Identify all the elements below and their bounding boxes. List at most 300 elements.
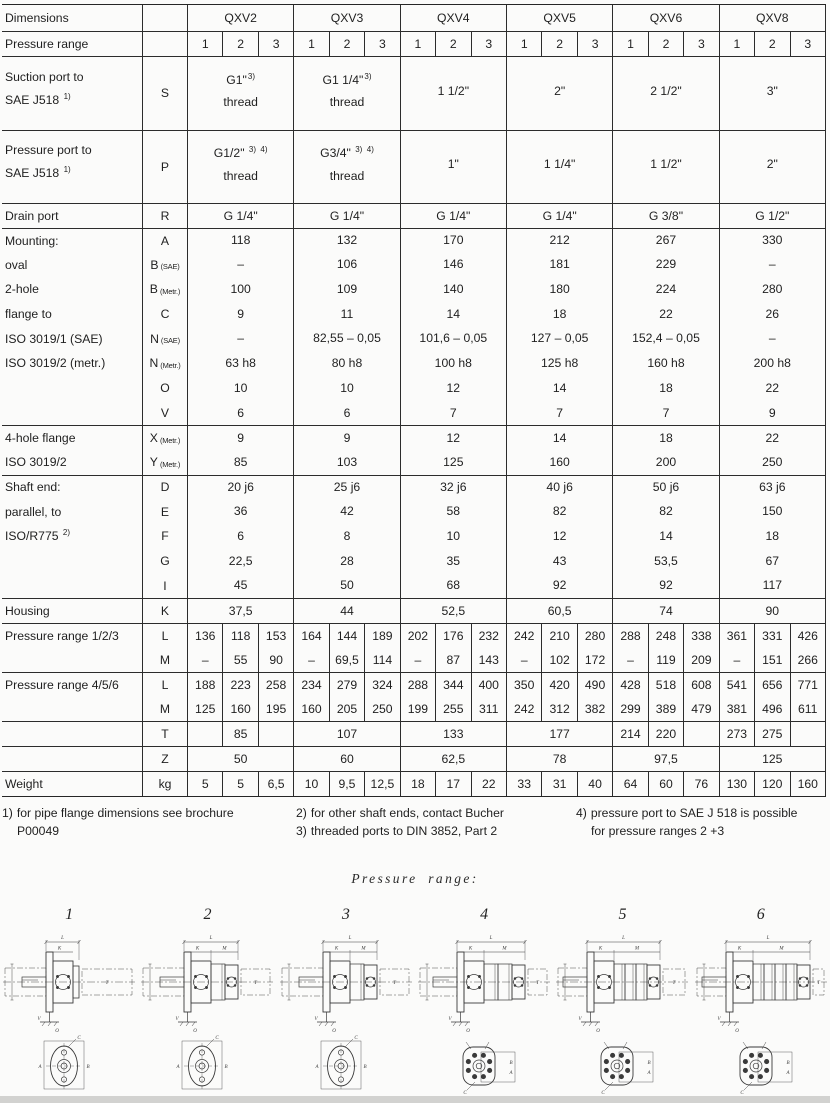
pressure-col-header: 1 [520, 37, 528, 51]
model-header: QXV5 [543, 10, 576, 25]
dimension-value: 232 [471, 624, 506, 648]
pressure-col-header: 3 [364, 32, 399, 56]
dimension-value: G3/4" $^{3)}$ $^{4)}$ thread [320, 145, 374, 183]
dimension-value: 250 [364, 697, 399, 722]
row-label [2, 722, 142, 746]
dimension-value: 12,5 [364, 772, 399, 796]
dimension-value: 258 [258, 673, 293, 697]
model-cell [612, 351, 718, 376]
model-cell [506, 131, 612, 204]
dimension-letter: C [142, 302, 188, 327]
model-cell [506, 476, 612, 500]
row-label [2, 697, 142, 722]
dimension-value: 130 [726, 776, 748, 791]
model-cell [188, 351, 293, 376]
svg-text:C: C [740, 1091, 744, 1096]
dimension-value: 223 [222, 673, 257, 697]
dimension-value: 118 [222, 624, 257, 648]
dimension-value: 67 [765, 553, 780, 568]
dimension-value: G1 1/4"$^{3)}$ thread [322, 71, 372, 110]
dimension-value: 26 [765, 306, 780, 321]
model-cell [612, 499, 718, 524]
svg-text:A: A [315, 1065, 319, 1070]
model-cell [719, 351, 826, 376]
model-cell [400, 647, 506, 672]
dimension-value [790, 722, 825, 746]
dimension-value: 63 h8 [225, 356, 256, 371]
dimension-value: 50 [340, 578, 354, 593]
row-label: Weight [5, 776, 43, 791]
pressure-range-number: 3 [341, 906, 350, 923]
dimension-value: 7 [662, 405, 670, 420]
model-cell [188, 673, 293, 697]
model-cell [719, 549, 826, 574]
model-cell [719, 697, 826, 722]
model-cell [612, 57, 718, 130]
dimension-value: G1/2" $^{3)}$ $^{4)}$ thread [213, 145, 268, 183]
table-row [2, 524, 826, 549]
dimension-letter: D [142, 476, 188, 500]
dimension-value: 344 [435, 673, 470, 697]
model-cell [719, 376, 826, 401]
row-label: 4-hole flange [5, 431, 76, 446]
dimension-value: 76 [683, 772, 718, 796]
svg-text:V: V [578, 1017, 582, 1022]
model-cell [188, 722, 293, 746]
model-header: QXV6 [649, 10, 683, 25]
row-label: parallel, to [5, 504, 62, 519]
model-cell [400, 302, 506, 327]
dimension-value: 50 [233, 751, 248, 766]
pressure-col-header: 3 [577, 32, 612, 56]
model-cell [506, 351, 612, 376]
dimension-value: G 1/4" [542, 208, 577, 223]
dimension-value: 125 [195, 702, 216, 717]
pressure-col-header: 3 [258, 32, 293, 56]
dimensions-header-label: Dimensions [5, 10, 69, 25]
dimension-value: – [308, 652, 315, 667]
row-label: 2-hole [5, 282, 39, 297]
dimension-value: 242 [514, 702, 535, 717]
dimension-value: 106 [336, 257, 358, 272]
dimension-value: 22 [765, 380, 780, 395]
dimension-value: 17 [435, 772, 470, 796]
dimension-value: 188 [195, 677, 216, 692]
dimension-value: 608 [683, 673, 718, 697]
dimension-value: G 1/2" [755, 208, 790, 223]
dimension-value: 52,5 [441, 603, 466, 618]
dimension-value: 18 [659, 380, 673, 395]
dimension-value: 50 j6 [652, 480, 680, 495]
dimension-letter: M [142, 697, 188, 722]
dimension-value: 389 [648, 697, 683, 722]
dimension-value: 44 [340, 603, 354, 618]
model-cell [293, 524, 399, 549]
dimension-value: 420 [541, 673, 576, 697]
dimension-value: 280 [762, 282, 783, 297]
dimension-value: 234 [301, 677, 322, 692]
model-cell [400, 351, 506, 376]
pressure-col-header: 2 [435, 32, 470, 56]
dimension-value: 58 [446, 504, 461, 519]
svg-text:L: L [766, 936, 770, 941]
model-cell [719, 401, 826, 426]
model-cell [612, 697, 718, 722]
table-row [2, 351, 826, 376]
dimension-value: 18 [552, 306, 567, 321]
dimension-value: 125 [762, 751, 783, 766]
dimension-value: 9 [237, 430, 245, 445]
dimension-value: 611 [790, 697, 825, 722]
pressure-col-header: 1 [201, 37, 209, 51]
dimension-value: 22 [659, 306, 673, 321]
dimension-value: – [520, 652, 528, 667]
dimension-value: 60,5 [547, 603, 572, 618]
dimension-letter: B (Metr.) [142, 277, 188, 302]
pressure-col-header: 1 [414, 37, 422, 51]
model-cell [612, 772, 718, 796]
dimension-value: G1"$^{3)}$ thread [223, 71, 258, 110]
model-cell [400, 204, 506, 228]
dimension-value: 479 [683, 697, 718, 722]
model-cell [400, 549, 506, 574]
pressure-range-number: 2 [203, 906, 212, 923]
pressure-range-variant [692, 897, 830, 1103]
dimension-value: 92 [659, 578, 673, 593]
model-cell [293, 277, 399, 302]
row-label: Drain port [5, 208, 59, 223]
dimension-value: 68 [446, 578, 461, 593]
dimension-letter: Z [142, 747, 188, 771]
pump-drawing-5 [553, 924, 691, 1100]
table-row [2, 647, 826, 672]
dimension-letter: L [142, 624, 188, 648]
dimension-value: 6 [237, 405, 245, 420]
model-cell [612, 302, 718, 327]
svg-text:B: B [509, 1061, 513, 1066]
dimension-value: 7 [556, 405, 564, 420]
model-cell [293, 131, 399, 204]
model-cell [188, 549, 293, 574]
dimension-value: 36 [233, 504, 248, 519]
svg-text:L: L [210, 936, 213, 941]
svg-text:K: K [737, 946, 741, 952]
model-cell [719, 204, 826, 228]
model-cell [719, 747, 826, 771]
dimension-letter: L [142, 673, 188, 697]
pressure-col-header: 1 [627, 37, 634, 51]
model-cell [293, 697, 399, 722]
symbol-column-header [142, 5, 188, 31]
dimension-value: 280 [577, 624, 612, 648]
model-cell [612, 673, 718, 697]
svg-text:B: B [647, 1061, 651, 1066]
model-cell [506, 229, 612, 253]
dimension-value: 55 [222, 647, 257, 672]
model-cell [400, 376, 506, 401]
model-cell [188, 252, 293, 277]
dimension-value: 43 [552, 553, 567, 568]
dimension-value: 400 [471, 673, 506, 697]
model-cell [188, 450, 293, 475]
dimension-value: 85 [222, 722, 257, 746]
model-cell [506, 326, 612, 351]
dimension-value: 224 [655, 282, 677, 297]
model-cell [293, 351, 399, 376]
model-cell [188, 476, 293, 500]
model-cell [188, 426, 293, 450]
dimension-value: 22,5 [228, 553, 253, 568]
pressure-col-header: 3 [471, 32, 506, 56]
dimension-value: 152,4 – 0,05 [632, 331, 700, 346]
dimension-value: 9 [343, 430, 351, 445]
dimension-value: 170 [443, 233, 464, 248]
model-cell [612, 573, 718, 598]
model-cell [506, 302, 612, 327]
model-cell [719, 624, 826, 648]
svg-text:K: K [334, 946, 338, 952]
dimension-value: – [768, 331, 776, 346]
svg-text:K: K [57, 946, 62, 952]
model-cell [293, 673, 399, 697]
dimension-value: 82,55 – 0,05 [313, 331, 381, 346]
pressure-range-number: 5 [618, 906, 627, 923]
dimension-value: 299 [620, 702, 641, 717]
pressure-col-header: 1 [733, 37, 741, 51]
dimension-value: G 1/4" [329, 208, 365, 223]
footnote: 3) threaded ports to DIN 3852, Part 2 [296, 824, 498, 839]
svg-text:K: K [599, 946, 603, 952]
pressure-col-header: 2 [754, 32, 789, 56]
pressure-range-variant [415, 897, 553, 1103]
model-cell [293, 573, 399, 598]
dimension-value: 214 [620, 727, 641, 742]
dimension-value: 9 [768, 405, 776, 420]
model-cell [719, 302, 826, 327]
dimension-letter: X (Metr.) [142, 426, 188, 450]
dimension-value: 267 [655, 233, 677, 248]
model-cell [719, 499, 826, 524]
svg-text:T: T [392, 981, 396, 986]
dimension-letter: K [142, 599, 188, 623]
model-cell [293, 302, 399, 327]
row-label: ISO 3019/2 (metr.) [5, 356, 106, 371]
model-cell [719, 722, 826, 746]
svg-text:B: B [363, 1065, 367, 1070]
dimension-value: 255 [435, 697, 470, 722]
dimension-value: 350 [514, 677, 535, 692]
model-cell [188, 401, 293, 426]
dimension-value: 35 [446, 553, 461, 568]
table-row [2, 277, 826, 302]
model-cell [612, 450, 718, 475]
dimension-value: 143 [471, 647, 506, 672]
row-label: Shaft end: [5, 480, 61, 495]
model-cell [188, 599, 293, 623]
pressure-col-header: 2 [222, 32, 257, 56]
model-cell [719, 426, 826, 450]
dimension-value: 90 [765, 603, 780, 618]
dimension-value: 151 [754, 647, 789, 672]
dimension-value: 250 [762, 454, 783, 469]
svg-text:T: T [673, 981, 676, 986]
dimension-value: 9,5 [329, 772, 364, 796]
dimension-value: 74 [659, 603, 673, 618]
model-cell [400, 772, 506, 796]
dimension-value: 125 [443, 454, 464, 469]
model-cell [719, 772, 826, 796]
dimension-value: 1 1/4" [543, 157, 576, 172]
model-cell [506, 426, 612, 450]
dimension-value: 771 [790, 673, 825, 697]
dimension-value: 338 [683, 624, 718, 648]
model-cell [188, 747, 293, 771]
model-cell [400, 277, 506, 302]
dimension-value: 5 [222, 772, 257, 796]
model-cell [506, 747, 612, 771]
table-row [2, 697, 826, 722]
dimension-value: 10 [446, 528, 461, 543]
dimension-letter: B (SAE) [142, 252, 188, 277]
dimensions-table [2, 4, 826, 797]
svg-text:V: V [37, 1017, 41, 1022]
model-cell [400, 524, 506, 549]
model-cell [612, 376, 718, 401]
svg-text:T: T [105, 981, 109, 986]
model-cell [612, 401, 718, 426]
dimension-letter: R [142, 204, 188, 228]
model-cell [293, 252, 399, 277]
dimension-value: 85 [233, 454, 248, 469]
dimension-value: 172 [577, 647, 612, 672]
dimension-value: 361 [726, 628, 748, 643]
dimension-value: 60 [340, 751, 354, 766]
dimension-value: 92 [552, 578, 567, 593]
pressure-range-variant [277, 897, 415, 1103]
dimension-value: 12 [446, 430, 461, 445]
dimension-value: – [201, 652, 209, 667]
model-cell [612, 549, 718, 574]
model-cell [506, 57, 612, 130]
dimension-value: 496 [754, 697, 789, 722]
dimension-value: 114 [364, 647, 399, 672]
model-cell [506, 376, 612, 401]
dimension-value: 45 [233, 578, 248, 593]
model-cell [293, 647, 399, 672]
model-cell [506, 401, 612, 426]
model-cell [400, 599, 506, 623]
table-row [2, 573, 826, 598]
dimension-value: – [733, 652, 741, 667]
row-label: ISO 3019/1 (SAE) [5, 331, 103, 346]
dimension-letter: O [142, 376, 188, 401]
model-cell [719, 277, 826, 302]
row-label [2, 376, 142, 401]
svg-text:T: T [816, 981, 820, 986]
svg-text:O: O [55, 1029, 59, 1034]
row-label: Pressure range 4/5/6 [5, 677, 119, 692]
dimension-value: 164 [301, 628, 322, 643]
dimension-value: 132 [336, 233, 358, 248]
dimension-value: 2 1/2" [650, 83, 682, 98]
svg-text:A: A [647, 1071, 651, 1076]
model-cell [293, 229, 399, 253]
model-cell [612, 277, 718, 302]
row-label [2, 573, 142, 598]
svg-text:C: C [77, 1036, 81, 1041]
dimension-value: 12 [552, 528, 567, 543]
dimension-value: 22 [765, 430, 780, 445]
svg-text:V: V [448, 1017, 452, 1022]
model-cell [506, 450, 612, 475]
model-cell [188, 229, 293, 253]
dimension-value: 136 [195, 628, 216, 643]
svg-text:O: O [734, 1029, 739, 1034]
model-cell [400, 426, 506, 450]
model-cell [719, 131, 826, 204]
dimension-value: 22 [471, 772, 506, 796]
dimension-value: 63 j6 [759, 480, 786, 495]
dimension-value: 144 [329, 624, 364, 648]
dimension-value: 37,5 [228, 603, 253, 618]
svg-text:T: T [536, 981, 540, 986]
svg-text:O: O [596, 1029, 601, 1034]
dimension-value: 160 [222, 697, 257, 722]
model-cell [293, 450, 399, 475]
dimension-value: 53,5 [654, 553, 678, 568]
dimension-value: 1 1/2" [650, 157, 682, 172]
dimension-letter: N (Metr.) [142, 351, 188, 376]
table-row [2, 252, 826, 277]
dimension-value: 117 [762, 578, 783, 593]
dimension-value: 9 [237, 306, 245, 321]
dimension-value: 8 [343, 528, 351, 543]
model-cell [293, 204, 399, 228]
dimension-value [188, 722, 222, 746]
table-row [2, 672, 826, 697]
table-row [2, 203, 826, 228]
dimension-letter: G [142, 549, 188, 574]
dimension-value: 212 [549, 233, 570, 248]
model-header: QXV8 [756, 10, 789, 25]
table-row [2, 771, 826, 796]
model-cell [612, 252, 718, 277]
svg-text:C: C [601, 1091, 606, 1096]
dimension-value: 14 [659, 528, 673, 543]
table-row [2, 450, 826, 475]
model-cell [719, 252, 826, 277]
dimension-value: 177 [549, 726, 570, 741]
model-cell [506, 204, 612, 228]
model-cell [506, 772, 612, 796]
pressure-col-header: 3 [790, 32, 825, 56]
model-cell [719, 573, 826, 598]
dimension-value: 42 [340, 504, 354, 519]
table-header-row [2, 5, 826, 31]
dimension-value: 14 [552, 380, 567, 395]
dimension-value: 109 [336, 282, 358, 297]
dimension-value: 242 [514, 628, 535, 643]
model-cell [293, 376, 399, 401]
footnote: 4) pressure port to SAE J 518 is possible for pressure ranges 2 +3 [576, 806, 798, 839]
svg-text:L: L [622, 936, 626, 941]
dimension-value: 11 [340, 306, 354, 321]
model-cell [400, 57, 506, 130]
dimension-value: 100 h8 [434, 356, 472, 371]
dimension-value: 14 [552, 430, 567, 445]
model-cell [400, 722, 506, 746]
dimension-value: 382 [577, 697, 612, 722]
